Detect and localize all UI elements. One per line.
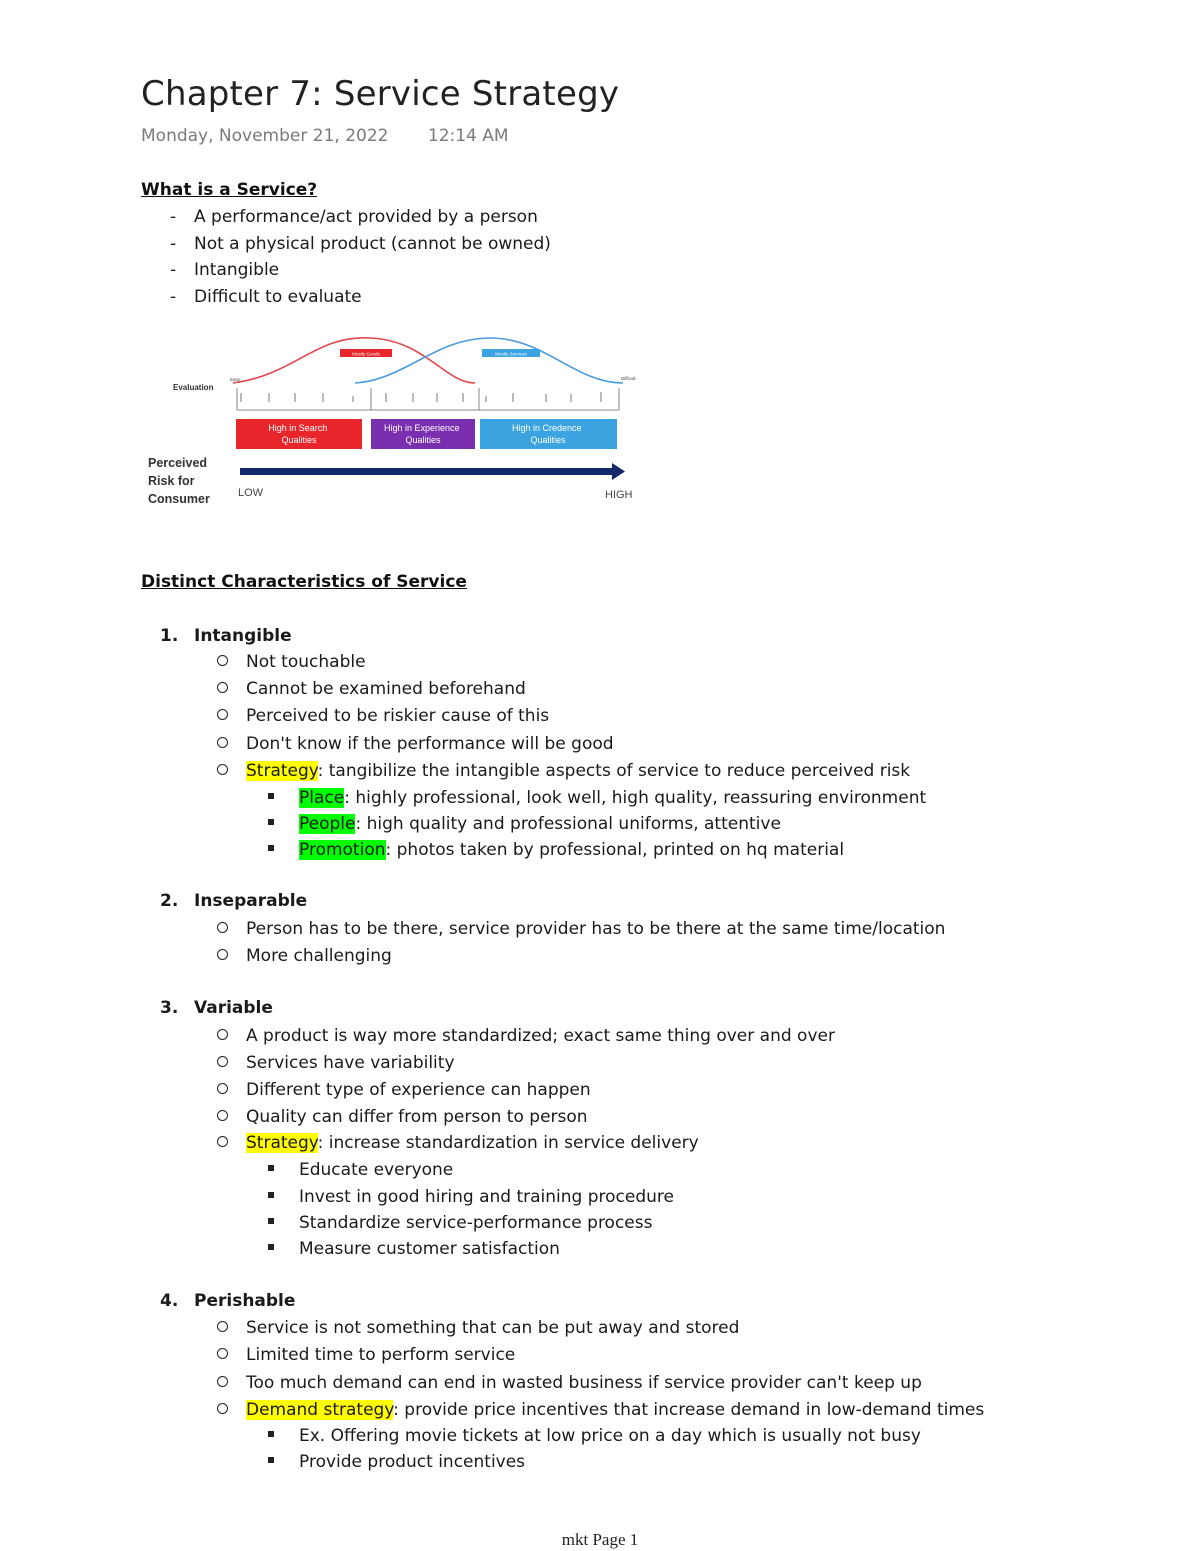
list-item: Promotion: photos taken by professional, printed on hq material [268,837,844,863]
risk-arrow-shaft [240,468,612,475]
easy-label: Easy [230,377,241,382]
list-item: Quality can differ from person to person [217,1104,588,1130]
goods-curve [233,338,475,383]
section-heading-characteristics: Distinct Characteristics of Service [141,572,467,592]
credence-line-1: High in Credence [511,423,582,433]
list-item: - Not a physical product (cannot be owned) [170,233,551,254]
search-line-1: High in Search [268,423,328,433]
low-label: LOW [238,487,264,499]
list-item: Services have variability [217,1050,455,1076]
list-item: Too much demand can end in wasted business if service provider can't keep up [217,1370,922,1396]
evaluation-label: Evaluation [173,383,214,392]
section-heading-what-is-service: What is a Service? [141,180,318,200]
characteristic-inseparable: 2. Inseparable [160,891,308,911]
service-definition-list [170,204,551,310]
list-item: People: high quality and professional uniforms, attentive [268,811,781,837]
list-item: Perceived to be riskier cause of this [217,703,549,729]
difficult-label: Difficult [621,376,636,381]
page-footer: mkt Page 1 [561,1530,639,1549]
services-curve [355,338,623,383]
list-item: More challenging [217,943,392,969]
list-item: Don't know if the performance will be good [217,731,614,757]
perceived-risk-diagram [145,330,645,510]
risk-arrow-head [612,463,625,480]
demand-strategy-highlight: Demand strategy [246,1400,394,1420]
list-item: Not touchable [217,649,366,675]
people-highlight: People [299,814,356,834]
page-meta [141,126,509,146]
search-line-2: Qualities [281,435,317,445]
strategy-item: Strategy: tangibilize the intangible aspects of service to reduce perceived risk [217,758,910,784]
list-item: Different type of experience can happen [217,1077,591,1103]
list-item: Standardize service-performance process [268,1210,652,1236]
experience-line-1: High in Experience [383,423,460,433]
promotion-highlight: Promotion [299,840,386,860]
list-item: A product is way more standardized; exact same thing over and over [217,1023,835,1049]
place-highlight: Place [299,788,345,808]
characteristic-perishable: 4. Perishable [160,1291,296,1311]
list-item: Cannot be examined beforehand [217,676,526,702]
strategy-item: Demand strategy: provide price incentives that increase demand in low-demand times [217,1397,984,1423]
characteristic-intangible: 1. Intangible [160,626,292,646]
mostly-goods-label: Mostly Goods [352,351,380,357]
characteristic-variable: 3. Variable [160,998,273,1018]
tick-marks [241,392,601,402]
list-item: Service is not something that can be put away and stored [217,1315,739,1341]
list-item: Measure customer satisfaction [268,1236,560,1262]
list-item: - Difficult to evaluate [170,286,362,307]
list-item: - Intangible [170,260,280,280]
credence-line-2: Qualities [530,435,566,445]
strategy-highlight: Strategy [246,761,318,781]
page-time: 12:14 AM [427,126,509,146]
page-title: Chapter 7: Service Strategy [141,74,620,114]
high-label: HIGH [605,489,633,501]
list-item: Provide product incentives [268,1449,525,1475]
list-item: - A performance/act provided by a person [170,207,538,227]
mostly-services-label: Mostly Services [495,351,527,357]
strategy-highlight: Strategy [246,1133,318,1153]
list-item: Person has to be there, service provider has to be there at the same time/location [217,916,945,942]
strategy-item: Strategy: increase standardization in service delivery [217,1130,699,1156]
list-item: Educate everyone [268,1157,453,1183]
list-item: Place: highly professional, look well, high quality, reassuring environment [268,785,926,811]
list-item: Invest in good hiring and training procedure [268,1184,674,1210]
list-item: Limited time to perform service [217,1342,515,1368]
page-date: Monday, November 21, 2022 [141,126,389,146]
list-item: Ex. Offering movie tickets at low price on a day which is usually not busy [268,1423,921,1449]
experience-line-2: Qualities [405,435,441,445]
perceived-risk-label: Perceived Risk for Consumer [148,456,210,506]
